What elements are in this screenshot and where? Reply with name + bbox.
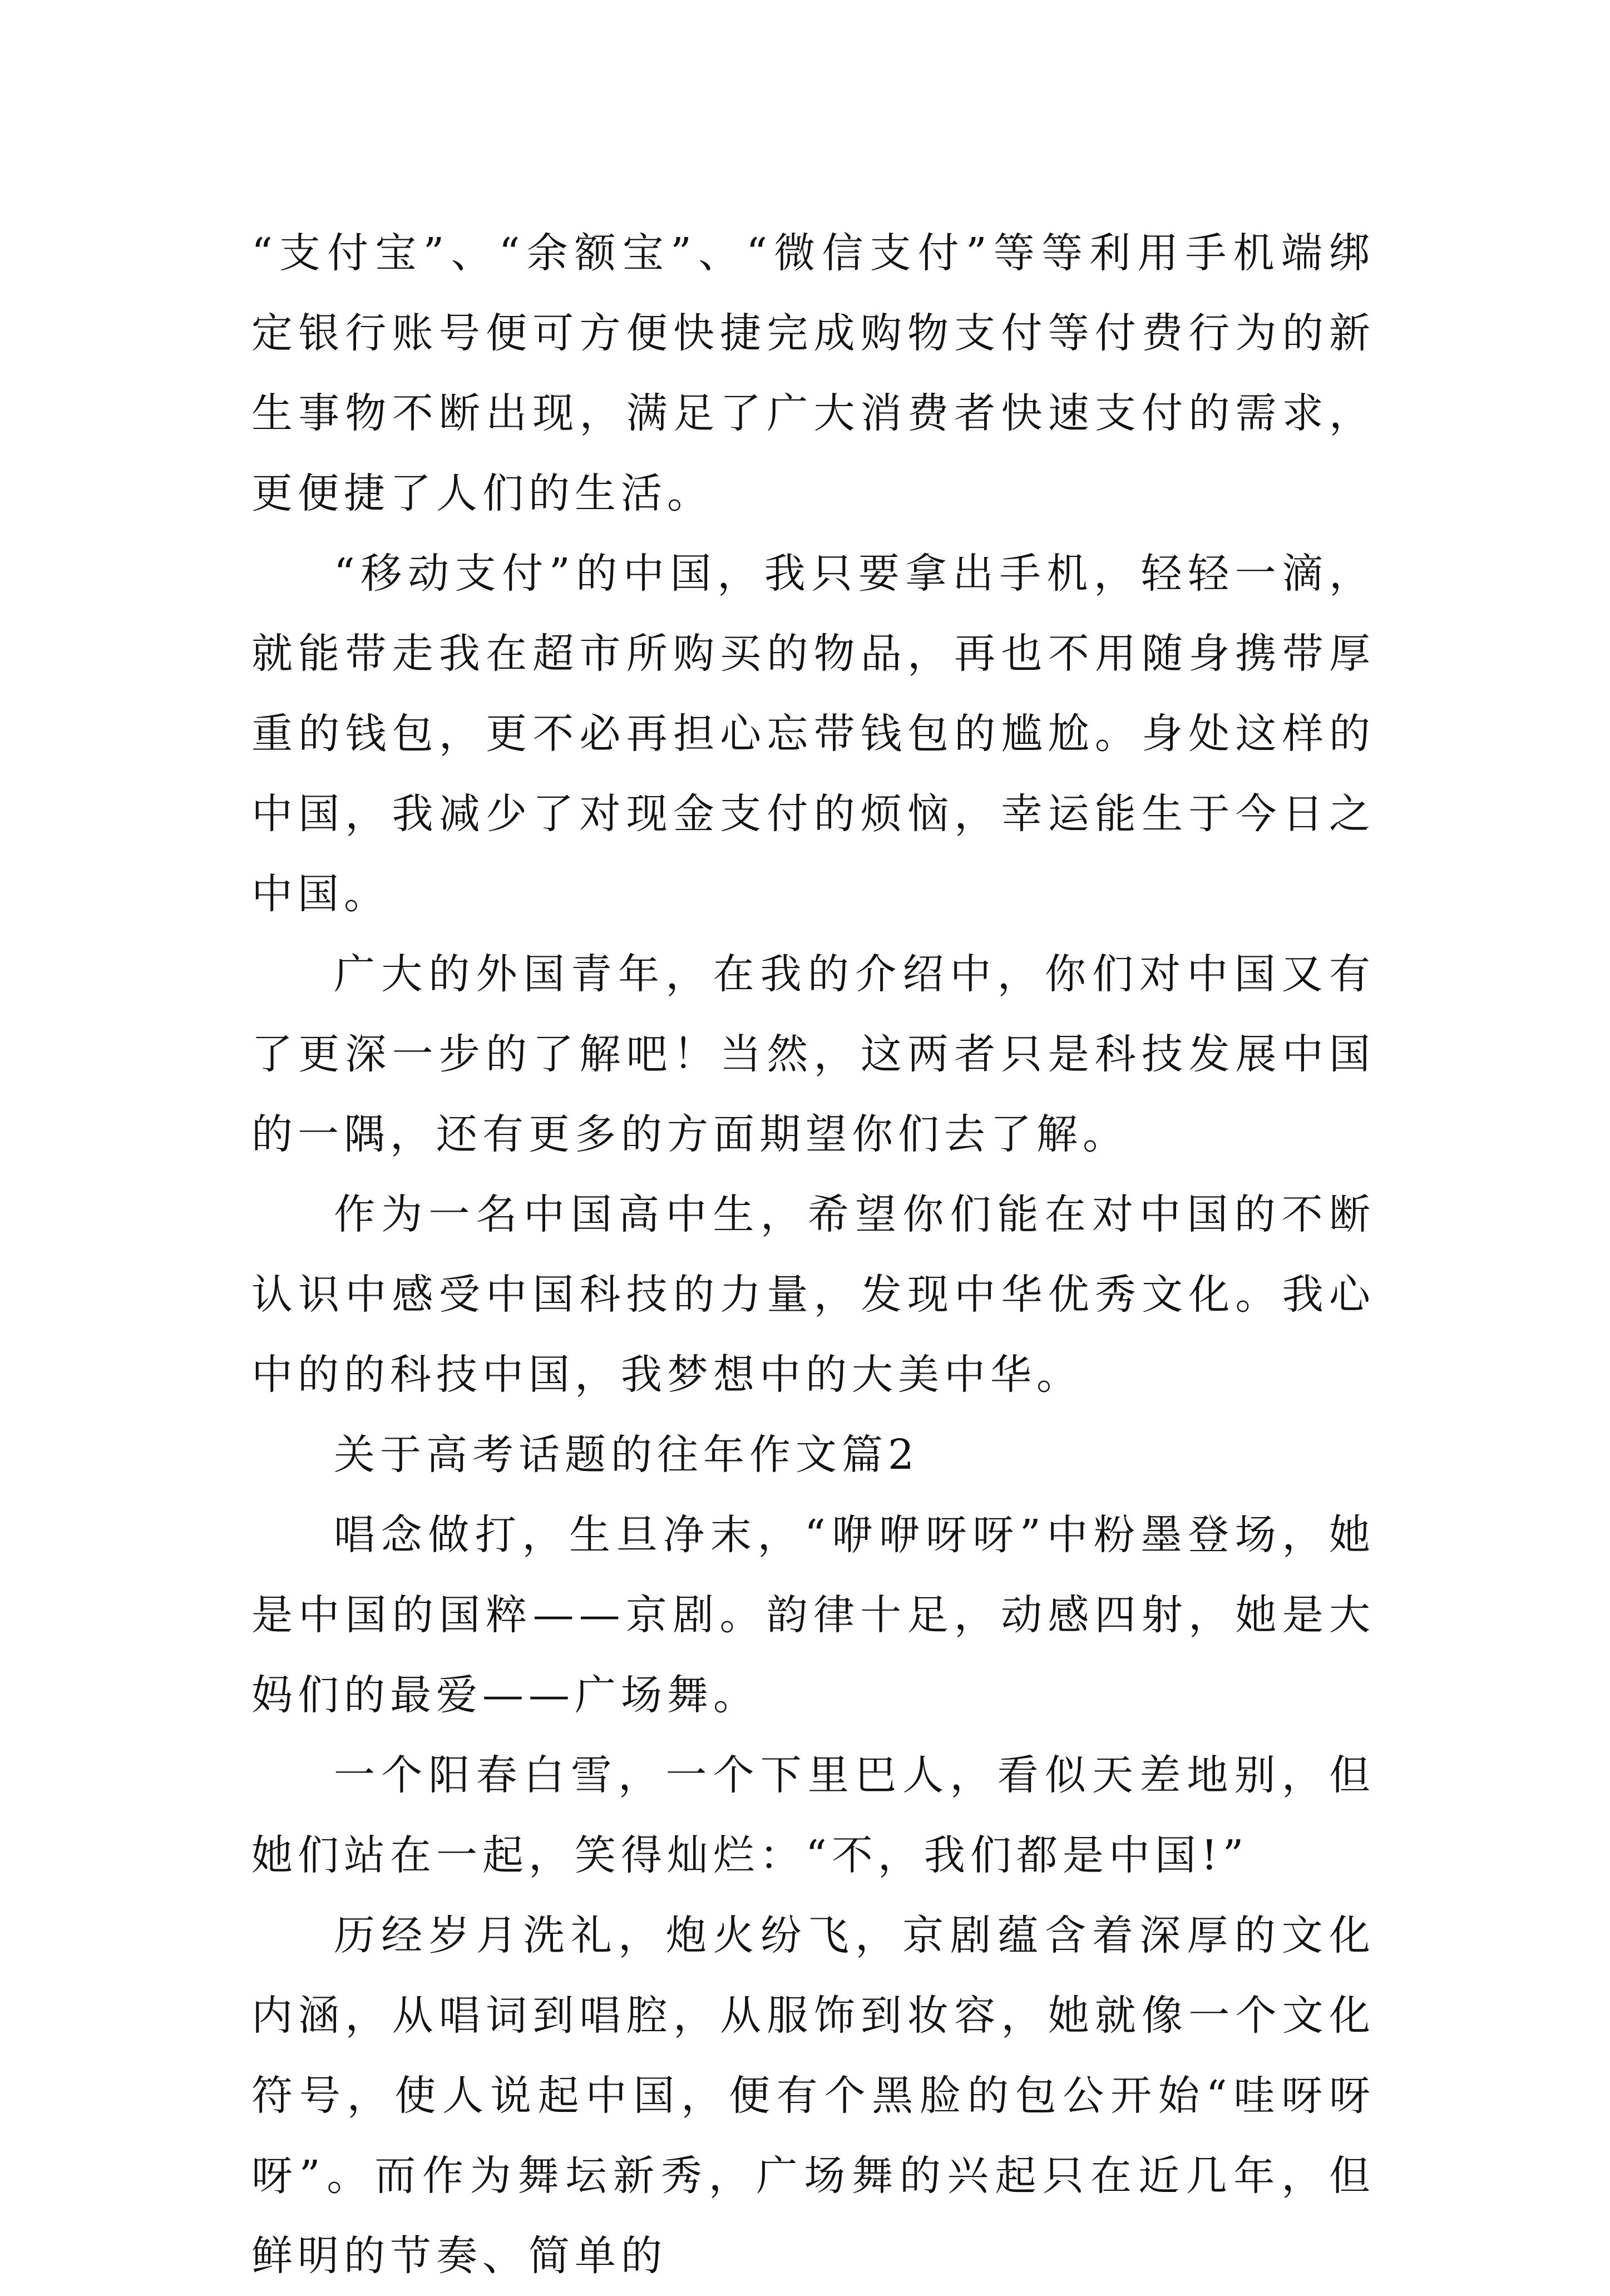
paragraph-mobile-payment-china: “移动支付”的中国，我只要拿出手机，轻轻一滴，就能带走我在超市所购买的物品，再也不用随身携带厚重的钱包，更不必再担心忘带钱包的尴尬。身处这样的中国，我减少了对现金支付的烦恼，幸运能生于今日之中国。: [251, 550, 1375, 918]
paragraph-peking-opera-square-dance: 唱念做打，生旦净末，“咿咿呀呀”中粉墨登场，她是中国的国粹——京剧。韵律十足，动感四射，她是大妈们的最爱——广场舞。: [251, 1511, 1375, 1719]
body-text: [251, 213, 1375, 2296]
paragraph-opera-history: 历经岁月洗礼，炮火纷飞，京剧蕴含着深厚的文化内涵，从唱词到唱腔，从服饰到妆容，她就像一个文化符号，使人说起中国，便有个黑脸的包公开始“哇呀呀呀”。而作为舞坛新秀，广场舞的兴起只在近几年，但鲜明的节奏、简单的: [251, 1912, 1375, 2280]
paragraph-both-are-china: 一个阳春白雪，一个下里巴人，看似天差地别，但她们站在一起，笑得灿烂：“不，我们都是中国!”: [251, 1751, 1375, 1879]
paragraph-foreign-youth: 广大的外国青年，在我的介绍中，你们对中国又有了更深一步的了解吧！当然，这两者只是科技发展中国的一隅，还有更多的方面期望你们去了解。: [251, 950, 1375, 1158]
paragraph-mobile-payment-apps: “支付宝”、“余额宝”、“微信支付”等等利用手机端绑定银行账号便可方便快捷完成购物支付等付费行为的新生事物不断出现，满足了广大消费者快速支付的需求，更便捷了人们的生活。: [251, 229, 1375, 517]
paragraph-high-school-student: 作为一名中国高中生，希望你们能在对中国的不断认识中感受中国科技的力量，发现中华优秀文化。我心中的的科技中国，我梦想中的大美中华。: [251, 1191, 1375, 1399]
section-heading-essay-2: 关于高考话题的往年作文篇2: [334, 1431, 920, 1479]
